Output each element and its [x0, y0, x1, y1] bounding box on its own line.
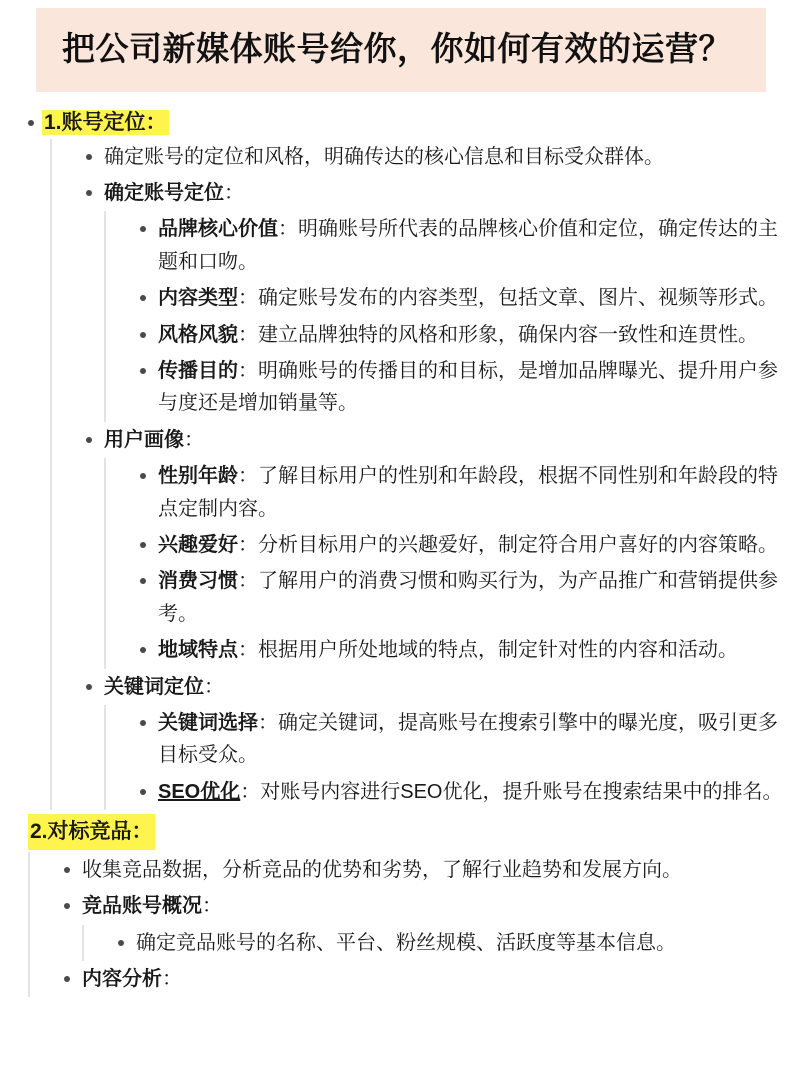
list-item	[64, 888, 790, 961]
document-page	[0, 8, 800, 997]
list-item	[64, 852, 790, 888]
item-lead: 地域特点	[158, 639, 238, 662]
list-item	[140, 705, 790, 774]
list-item	[140, 317, 790, 353]
list-item	[140, 458, 790, 527]
item-text: 收集竞品数据，分析竞品的优势和劣势，了解行业趋势和发展方向。	[82, 858, 682, 881]
item-text: ：明确账号的传播目的和目标，是增加品牌曝光、提升用户参与度还是增加销量等。	[158, 360, 778, 415]
item-text: ：了解用户的消费习惯和购买行为，为产品推广和营销提供参考。	[158, 570, 778, 625]
item-lead: 关键词定位	[104, 675, 204, 698]
item-text: ：对账号内容进行SEO优化，提升账号在搜索结果中的排名。	[240, 780, 783, 803]
item-lead: 性别年龄	[158, 465, 238, 488]
item-text: 确定账号的定位和风格，明确传达的核心信息和目标受众群体。	[104, 145, 664, 168]
item-lead: 风格风貌	[158, 323, 238, 346]
item-lead: 消费习惯	[158, 570, 238, 593]
list-item	[140, 353, 790, 422]
list-item	[140, 774, 790, 810]
section-1-heading-label: 1.账号定位：	[44, 110, 167, 134]
list-item	[140, 527, 790, 563]
section-1-items	[50, 139, 790, 810]
item-text: ：	[184, 428, 204, 451]
section-1-heading	[28, 106, 790, 139]
title-banner	[36, 8, 766, 92]
list-item	[86, 139, 790, 175]
list-item	[86, 422, 790, 669]
sub-items	[104, 458, 790, 668]
sub-items	[104, 211, 790, 421]
list-item	[64, 961, 790, 997]
list-item	[86, 175, 790, 422]
list-item	[140, 280, 790, 316]
list-item	[140, 211, 790, 280]
list-item	[140, 632, 790, 668]
item-text: ：确定账号发布的内容类型，包括文章、图片、视频等形式。	[238, 287, 778, 310]
section-2-heading-label: 2.对标竞品：	[28, 814, 155, 850]
item-lead: 兴趣爱好	[158, 534, 238, 556]
item-lead: 传播目的	[158, 360, 238, 383]
item-lead: 确定账号定位	[104, 182, 224, 205]
sub-items	[104, 705, 790, 810]
item-text: 确定竞品账号的名称、平台、粉丝规模、活跃度等基本信息。	[136, 931, 676, 954]
item-text: ：确定关键词，提高账号在搜索引擎中的曝光度，吸引更多目标受众。	[158, 711, 778, 767]
outline-root	[6, 106, 790, 998]
item-lead: SEO优化	[158, 780, 241, 803]
item-lead: 用户画像	[104, 428, 184, 451]
list-item	[86, 669, 790, 811]
section-2-items	[28, 852, 790, 998]
section-2-heading	[28, 814, 790, 850]
section-1	[6, 106, 790, 811]
item-lead: 内容分析	[82, 967, 162, 990]
sub-items	[82, 925, 790, 961]
list-item	[118, 925, 790, 961]
item-text: ：了解目标用户的性别和年龄段，根据不同性别和年龄段的特点定制内容。	[158, 465, 778, 520]
item-text: ：	[202, 895, 222, 918]
item-lead: 内容类型	[158, 287, 238, 310]
item-text: ：	[224, 182, 244, 205]
page-title: 把公司新媒体账号给你，你如何有效的运营？	[62, 30, 732, 67]
item-text: ：建立品牌独特的风格和形象，确保内容一致性和连贯性。	[238, 323, 758, 346]
item-text: ：分析目标用户的兴趣爱好，制定符合用户喜好的内容策略。	[238, 534, 778, 556]
item-text: ：明确账号所代表的品牌核心价值和定位，确定传达的主题和口吻。	[158, 218, 778, 273]
section-2	[6, 814, 790, 997]
item-lead: 竞品账号概况	[82, 895, 202, 918]
item-text: ：	[204, 675, 224, 698]
item-text: ：	[162, 967, 182, 990]
list-item	[140, 563, 790, 632]
item-lead: 关键词选择	[158, 711, 258, 734]
item-lead: 品牌核心价值	[158, 218, 278, 241]
item-text: ：根据用户所处地域的特点，制定针对性的内容和活动。	[238, 639, 738, 662]
